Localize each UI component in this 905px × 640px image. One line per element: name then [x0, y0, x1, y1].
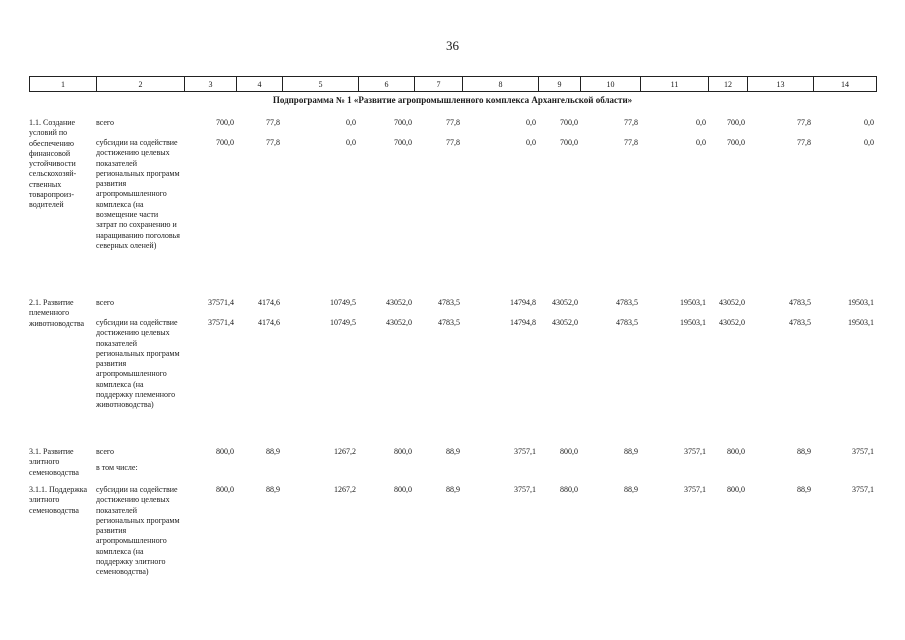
value-cell: 19503,1 [848, 318, 874, 327]
activity-name: 3.1.1. Поддержка элитного семеноводства [29, 485, 88, 515]
value-cell: 4783,5 [789, 318, 811, 327]
value-cell: 77,8 [446, 138, 460, 147]
value-cell [813, 463, 876, 485]
value-cell: 0,0 [526, 138, 536, 147]
value-cell: 1267,2 [334, 485, 356, 494]
value-cell: 700,0 [216, 118, 234, 127]
value-cell: 3757,1 [684, 485, 706, 494]
column-number: 8 [463, 77, 539, 92]
column-number: 6 [359, 77, 415, 92]
value-cell: 800,0 [216, 485, 234, 494]
value-cell: 43052,0 [386, 298, 412, 307]
funding-type: всего [96, 118, 115, 127]
value-cell: 43052,0 [386, 318, 412, 327]
column-number: 9 [539, 77, 581, 92]
funding-type: всего [96, 298, 115, 307]
value-cell [236, 463, 282, 485]
value-cell: 800,0 [560, 447, 578, 456]
column-number: 1 [30, 77, 97, 92]
table-row [29, 447, 876, 463]
table-row [29, 138, 876, 298]
value-cell: 700,0 [394, 118, 412, 127]
value-cell: 3757,1 [852, 447, 874, 456]
table-row [29, 485, 876, 578]
value-cell: 3757,1 [852, 485, 874, 494]
value-cell: 77,8 [797, 138, 811, 147]
value-cell: 19503,1 [680, 298, 706, 307]
value-cell: 88,9 [797, 447, 811, 456]
value-cell: 0,0 [696, 118, 706, 127]
value-cell: 800,0 [394, 447, 412, 456]
value-cell: 19503,1 [680, 318, 706, 327]
value-cell: 700,0 [727, 118, 745, 127]
value-cell: 14794,8 [510, 298, 536, 307]
column-number: 10 [581, 77, 641, 92]
column-number: 11 [641, 77, 709, 92]
column-header-table [29, 76, 877, 92]
column-header-row [30, 77, 877, 92]
column-number: 4 [237, 77, 283, 92]
value-cell: 700,0 [394, 138, 412, 147]
value-cell [358, 463, 414, 485]
value-cell: 0,0 [864, 138, 874, 147]
data-table [29, 118, 876, 578]
column-number: 13 [748, 77, 814, 92]
value-cell: 700,0 [560, 138, 578, 147]
value-cell: 4174,6 [258, 298, 280, 307]
value-cell: 14794,8 [510, 318, 536, 327]
value-cell: 4174,6 [258, 318, 280, 327]
value-cell: 800,0 [216, 447, 234, 456]
column-number: 14 [814, 77, 877, 92]
value-cell: 43052,0 [719, 318, 745, 327]
value-cell: 19503,1 [848, 298, 874, 307]
value-cell: 4783,5 [438, 318, 460, 327]
page-number: 36 [446, 38, 459, 53]
value-cell: 10749,5 [330, 298, 356, 307]
value-cell: 700,0 [727, 138, 745, 147]
value-cell: 0,0 [346, 138, 356, 147]
value-cell: 88,9 [624, 447, 638, 456]
value-cell: 800,0 [727, 447, 745, 456]
value-cell: 37571,4 [208, 318, 234, 327]
value-cell [708, 463, 747, 485]
value-cell [414, 463, 462, 485]
activity-name: 1.1. Создание условий по обеспечению финансовой устойчивости сельскохозяй-ственных товаропроиз-водителей [29, 118, 77, 210]
value-cell: 77,8 [624, 138, 638, 147]
value-cell: 0,0 [864, 118, 874, 127]
value-cell: 0,0 [696, 138, 706, 147]
value-cell: 880,0 [560, 485, 578, 494]
value-cell: 10749,5 [330, 318, 356, 327]
value-cell: 1267,2 [334, 447, 356, 456]
funding-type: субсидии на содействие достижению целевых показателей региональных программ развития агропромышленного комплекса (на поддержку элитного семеноводства) [96, 485, 180, 577]
value-cell: 77,8 [446, 118, 460, 127]
value-cell: 88,9 [266, 447, 280, 456]
funding-type: всего [96, 447, 115, 456]
value-cell: 88,9 [446, 485, 460, 494]
value-cell [282, 463, 358, 485]
value-cell: 77,8 [266, 118, 280, 127]
value-cell: 77,8 [266, 138, 280, 147]
value-cell: 43052,0 [552, 298, 578, 307]
table-row [29, 463, 876, 485]
value-cell: 0,0 [346, 118, 356, 127]
activity-name: 2.1. Развитие племенного животноводства [29, 298, 85, 328]
value-cell: 4783,5 [616, 298, 638, 307]
activity-name: 3.1. Развитие элитного семеноводства [29, 447, 79, 477]
table-row [29, 118, 876, 138]
value-cell: 4783,5 [616, 318, 638, 327]
funding-type: в том числе: [96, 463, 138, 472]
value-cell [538, 463, 580, 485]
value-cell [640, 463, 708, 485]
funding-type: субсидии на содействие достижению целевых показателей региональных программ развития агропромышленного комплекса (на поддержку племенного животноводства) [96, 318, 180, 410]
value-cell: 0,0 [526, 118, 536, 127]
value-cell [580, 463, 640, 485]
value-cell: 37571,4 [208, 298, 234, 307]
value-cell: 3757,1 [514, 485, 536, 494]
value-cell: 88,9 [446, 447, 460, 456]
value-cell: 700,0 [560, 118, 578, 127]
value-cell: 88,9 [266, 485, 280, 494]
table-row [29, 318, 876, 447]
value-cell: 88,9 [624, 485, 638, 494]
value-cell: 4783,5 [438, 298, 460, 307]
value-cell: 800,0 [394, 485, 412, 494]
value-cell: 3757,1 [684, 447, 706, 456]
value-cell: 77,8 [624, 118, 638, 127]
value-cell [462, 463, 538, 485]
funding-type: субсидии на содействие достижению целевых показателей региональных программ развития агропромышленного комплекса (на возмещение части затрат по сохранению и наращиванию поголовья северных оленей) [96, 138, 180, 250]
column-number: 7 [415, 77, 463, 92]
value-cell: 88,9 [797, 485, 811, 494]
column-number: 5 [283, 77, 359, 92]
value-cell: 77,8 [797, 118, 811, 127]
value-cell [747, 463, 813, 485]
column-number: 2 [97, 77, 185, 92]
value-cell: 4783,5 [789, 298, 811, 307]
value-cell: 700,0 [216, 138, 234, 147]
value-cell: 43052,0 [719, 298, 745, 307]
table-row [29, 298, 876, 318]
value-cell [184, 463, 236, 485]
value-cell: 3757,1 [514, 447, 536, 456]
value-cell: 43052,0 [552, 318, 578, 327]
column-number: 12 [709, 77, 748, 92]
value-cell: 800,0 [727, 485, 745, 494]
column-number: 3 [185, 77, 237, 92]
subprogram-title: Подпрограмма № 1 «Развитие агропромышленного комплекса Архангельской области» [272, 95, 633, 105]
